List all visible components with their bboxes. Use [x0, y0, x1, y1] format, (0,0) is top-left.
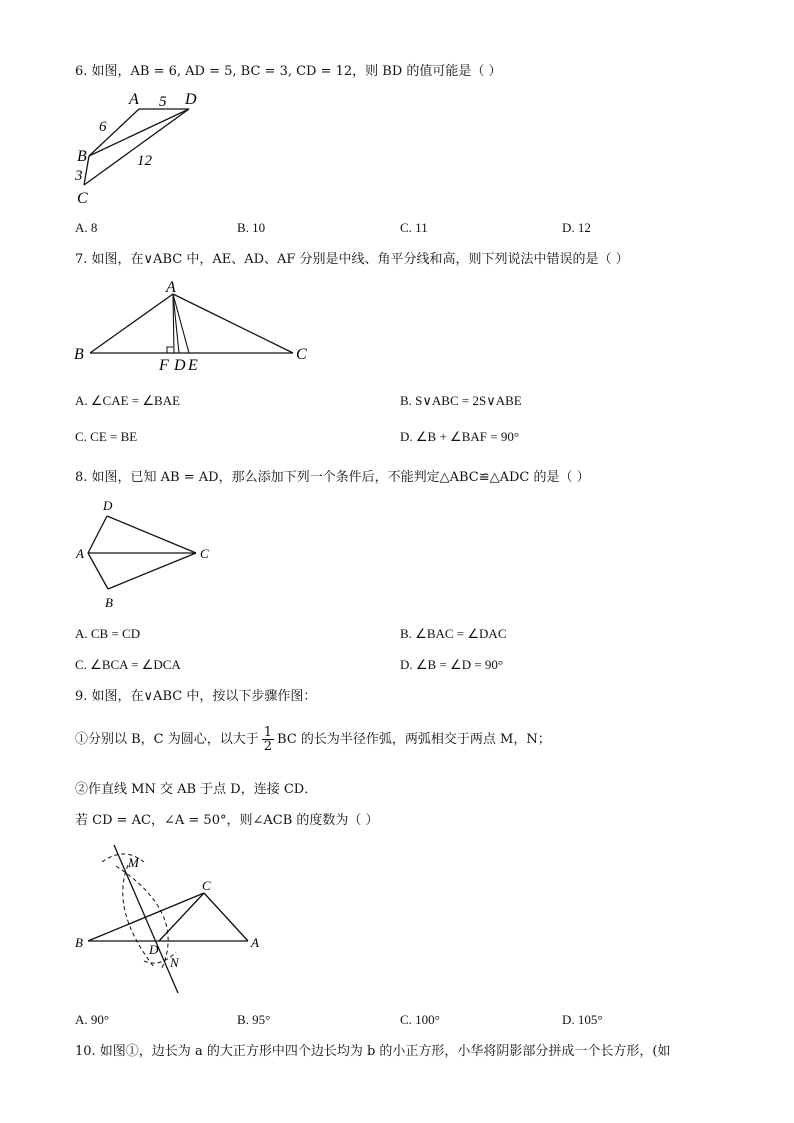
q7-label-a: A: [166, 279, 176, 296]
q9-fraction-denominator: 2: [263, 739, 273, 754]
q6-label-bc: 3: [75, 168, 83, 184]
q9-figure: [72, 840, 272, 1000]
q6-option-a[interactable]: A. 8: [75, 220, 98, 235]
q8-option-c[interactable]: C. ∠BCA = ∠DCA: [75, 657, 181, 672]
q9-label-d: D: [149, 942, 159, 957]
q7-option-d[interactable]: D. ∠B + ∠BAF = 90°: [400, 429, 520, 444]
q7-stem: 7. 如图，在∨ABC 中，AE、AD、AF 分别是中线、角平分线和高，则下列说法中错误的是（ ）: [75, 252, 629, 267]
q8-label-b: B: [105, 595, 113, 610]
q8-option-b[interactable]: B. ∠BAC = ∠DAC: [400, 626, 507, 641]
q9-stem: 9. 如图，在∨ABC 中，按以下步骤作图：: [75, 689, 317, 704]
q6-figure: [72, 88, 212, 208]
q7-label-f: F: [159, 357, 169, 374]
q7-option-a[interactable]: A. ∠CAE = ∠BAE: [75, 393, 181, 408]
q7-label-c: C: [296, 346, 307, 363]
q9-option-c[interactable]: C. 100°: [400, 1012, 440, 1027]
q6-stem: 6. 如图，AB = 6, AD = 5, BC = 3, CD = 12，则 BD 的值可能是（ ）: [75, 64, 502, 79]
q9-fraction-numerator: 1: [263, 725, 273, 740]
q7-label-e: E: [188, 357, 198, 374]
q7-label-b: B: [74, 346, 84, 363]
q9-label-a: A: [251, 935, 259, 950]
q9-label-b: B: [75, 935, 83, 950]
q9-option-d[interactable]: D. 105°: [562, 1012, 603, 1027]
q7-option-c[interactable]: C. CE = BE: [75, 429, 138, 444]
q6-label-ad: 5: [159, 94, 167, 110]
q8-figure: [72, 495, 222, 615]
q6-label-b: B: [77, 148, 87, 165]
q7-label-d: D: [174, 357, 186, 374]
q7-figure: [72, 280, 322, 375]
q8-option-d[interactable]: D. ∠B = ∠D = 90°: [400, 657, 504, 672]
q9-condition: 若 CD = AC，∠A = 50°，则∠ACB 的度数为（ ）: [75, 813, 379, 828]
q6-label-c: C: [77, 190, 88, 207]
q9-option-a[interactable]: A. 90°: [75, 1012, 110, 1027]
q6-label-d: D: [185, 91, 197, 108]
q9-fraction: [262, 726, 274, 753]
q10-stem: 10. 如图①，边长为 a 的大正方形中四个边长均为 b 的小正方形，小华将阴影部分拼成一个长方形，(如: [75, 1044, 671, 1059]
q6-option-c[interactable]: C. 11: [400, 220, 428, 235]
q6-label-a: A: [129, 91, 139, 108]
q8-label-d: D: [103, 498, 113, 513]
q6-label-cd: 12: [137, 153, 152, 169]
q6-option-d[interactable]: D. 12: [562, 220, 591, 235]
q9-label-n: N: [170, 955, 179, 970]
q6-option-b[interactable]: B. 10: [237, 220, 266, 235]
q9-step2: ②作直线 MN 交 AB 于点 D，连接 CD．: [75, 782, 318, 797]
q8-label-a: A: [76, 546, 84, 561]
q9-step1-part1: ①分别以 B，C 为圆心，以大于: [75, 732, 259, 747]
q9-option-b[interactable]: B. 95°: [237, 1012, 271, 1027]
q8-stem: 8. 如图，已知 AB = AD，那么添加下列一个条件后，不能判定△ABC≌△ADC 的是（ ）: [75, 470, 590, 485]
q9-label-c: C: [202, 878, 211, 893]
q8-label-c: C: [200, 546, 209, 561]
q9-step1: [75, 726, 551, 754]
q9-label-m: M: [128, 855, 139, 870]
q9-step1-part2: BC 的长为半径作弧，两弧相交于两点 M，N；: [277, 732, 551, 747]
q8-option-a[interactable]: A. CB = CD: [75, 626, 141, 641]
q6-label-ab: 6: [99, 119, 107, 135]
q7-option-b[interactable]: B. S∨ABC = 2S∨ABE: [400, 393, 522, 408]
